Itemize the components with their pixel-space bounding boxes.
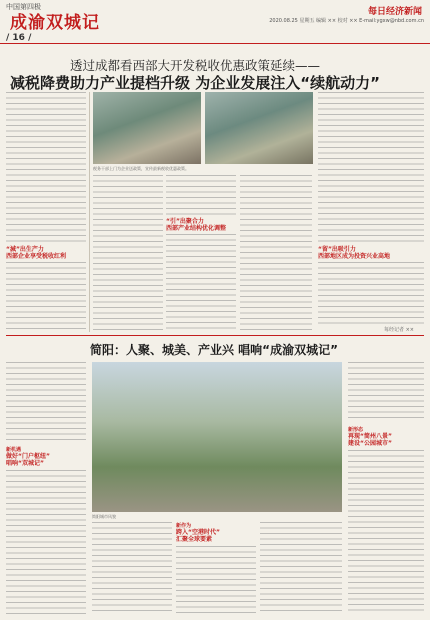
lead-photo-caption: 税务干部上门为企业送政策，宣传最新税收优惠政策。 [93,166,189,171]
lead-deck: 透过成都看西部大开发税收优惠政策延续—— [70,58,321,73]
second-col-1a [6,362,86,442]
lead-byline: 每经记者 ×× [384,327,414,333]
series-title: 成渝双城记 [10,13,100,33]
kicker-3-head: 再现“简州八景” 建设“公园城市” [348,433,392,447]
masthead [0,0,430,44]
lead-subhead-1: “減”出生产力 西部企业享受税收红利 [6,246,67,260]
lead-col-3b [166,234,236,332]
series-label: 中国第四极 [6,3,41,11]
lead-photo [93,92,201,164]
lead-col-5b [318,262,424,324]
second-photo-caption: 简阳城市风貌 [92,514,116,519]
lead-col-2 [93,175,163,332]
second-col-5a [348,362,424,422]
second-photo [92,362,342,512]
second-col-2 [92,522,172,615]
lead-subhead-3: “留”出吸引力 西部地区成为投资兴业高地 [318,246,391,260]
section-rule [6,335,424,336]
page-number: / 16 / [6,33,32,43]
kicker-2: 新作为 [176,523,192,529]
second-col-3 [176,546,256,615]
second-col-5b [348,450,424,615]
kicker-3: 新形态 [348,427,364,433]
lead-col-1 [6,92,86,242]
second-headline: 简阳：人聚、城美、产业兴 唱响“成渝双城记” [90,343,338,357]
column-rule [89,92,90,332]
second-col-1b [6,470,86,615]
kicker-1-head: 做好“门户枢纽” 唱响“双城记” [6,453,50,467]
header-rule [0,43,430,44]
lead-subhead-2: “引”出聚合力 西部产业结构优化调整 [166,218,227,232]
paper-name: 每日经济新闻 [367,7,422,17]
lead-col-3a [166,175,236,215]
lead-photo-2 [205,92,313,164]
lead-col-1b [6,262,86,332]
second-col-4 [260,522,342,615]
lead-headline: 减税降费助力产业提档升级 为企业发展注入“续航动力” [10,74,380,92]
lead-col-4 [240,175,312,332]
kicker-2-head: 跨入“空港时代” 汇聚全球要素 [176,529,220,543]
dateline: 2020.08.25 星期五 编辑 ×× 校对 ×× E-mail:ygxw@nbd.com.cn [269,18,424,24]
lead-col-5 [318,92,424,242]
kicker-1: 新机遇 [6,447,22,453]
